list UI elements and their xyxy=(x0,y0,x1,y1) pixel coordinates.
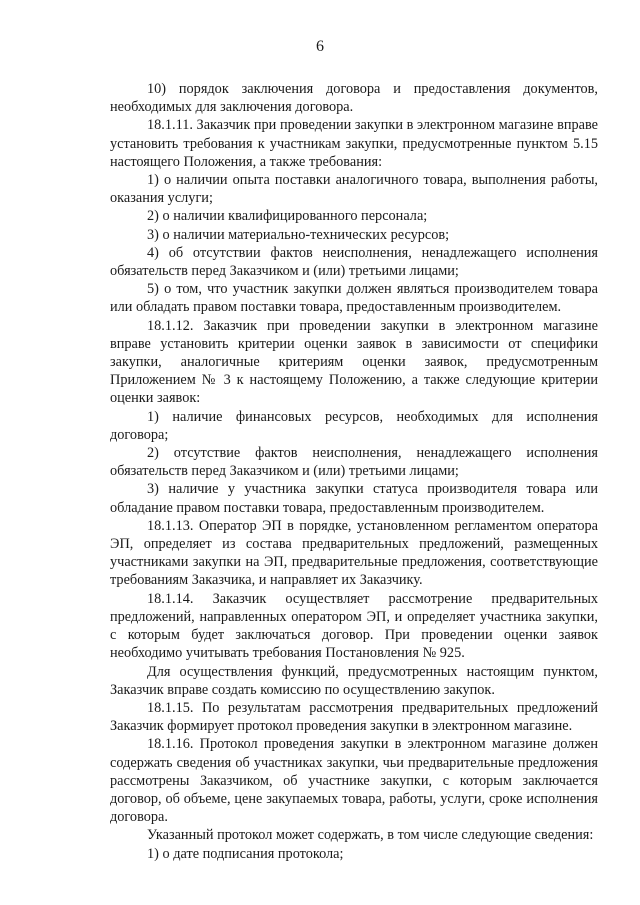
paragraph: 1) о наличии опыта поставки аналогичного товара, выполнения работы, оказания услуги; xyxy=(110,172,598,207)
paragraph: 2) отсутствие фактов неисполнения, ненадлежащего исполнения обязательств перед Заказчиком и (или) третьими лицами; xyxy=(110,445,598,480)
paragraph: 2) о наличии квалифицированного персонала; xyxy=(147,208,428,225)
paragraph: 18.1.16. Протокол проведения закупки в электронном магазине должен содержать сведения об участниках закупки, чьи предварительные предложения рассмотрены Заказчиком, об участнике закупки, с которым заключается договор, об объеме, цене закупаемых товара, работы, услуги, сроке исполнения договора. xyxy=(110,736,598,826)
page-number: 6 xyxy=(316,38,324,55)
paragraph: 4) об отсутствии фактов неисполнения, ненадлежащего исполнения обязательств перед Заказчиком и (или) третьими лицами; xyxy=(110,244,598,280)
paragraph: 1) о дате подписания протокола; xyxy=(147,845,344,862)
paragraph: 18.1.12. Заказчик при проведении закупки в электронном магазине вправе установить критерии оценки заявок в зависимости от специфики закупки, аналогичные критериям оценки заявок, предусмотренным Приложением № 3 к настоящему Положению, а также следующие критерии оценки заявок: xyxy=(110,317,598,407)
paragraph: 18.1.11. Заказчик при проведении закупки в электронном магазине вправе установить требования к участникам закупки, предусмотренные пунктом 5.15 настоящего Положения, а также требования: xyxy=(110,117,598,170)
paragraph: 18.1.14. Заказчик осуществляет рассмотрение предварительных предложений, направленных оператором ЭП, и определяет участника закупки, с которым будет заключаться договор. При проведении оценки заявок необходимо учитывать требования Постановления № 925. xyxy=(110,590,598,662)
paragraph: Указанный протокол может содержать, в том числе следующие сведения: xyxy=(147,827,594,844)
paragraph: 10) порядок заключения договора и предоставления документов, необходимых для заключения договора. xyxy=(110,81,598,116)
paragraph: 18.1.13. Оператор ЭП в порядке, установленном регламентом оператора ЭП, определяет из состава предварительных предложений, размещенных участниками закупки на ЭП, предварительные предложения, соответствующие требованиям Заказчика, и направляет их Заказчику. xyxy=(110,517,598,589)
paragraph: 18.1.15. По результатам рассмотрения предварительных предложений Заказчик формирует протокол проведения закупки в электронном магазине. xyxy=(110,699,598,735)
paragraph: Для осуществления функций, предусмотренных настоящим пунктом, Заказчик вправе создать комиссию по осуществлению закупок. xyxy=(110,663,598,698)
document-body xyxy=(110,80,598,863)
paragraph: 3) наличие у участника закупки статуса производителя товара или обладание правом поставки товара, предоставленным производителем. xyxy=(110,481,598,516)
paragraph: 3) о наличии материально-технических ресурсов; xyxy=(147,226,450,243)
paragraph: 1) наличие финансовых ресурсов, необходимых для исполнения договора; xyxy=(110,408,598,443)
paragraph: 5) о том, что участник закупки должен являться производителем товара или обладать правом поставки товара, предоставленным производителем. xyxy=(110,281,598,316)
